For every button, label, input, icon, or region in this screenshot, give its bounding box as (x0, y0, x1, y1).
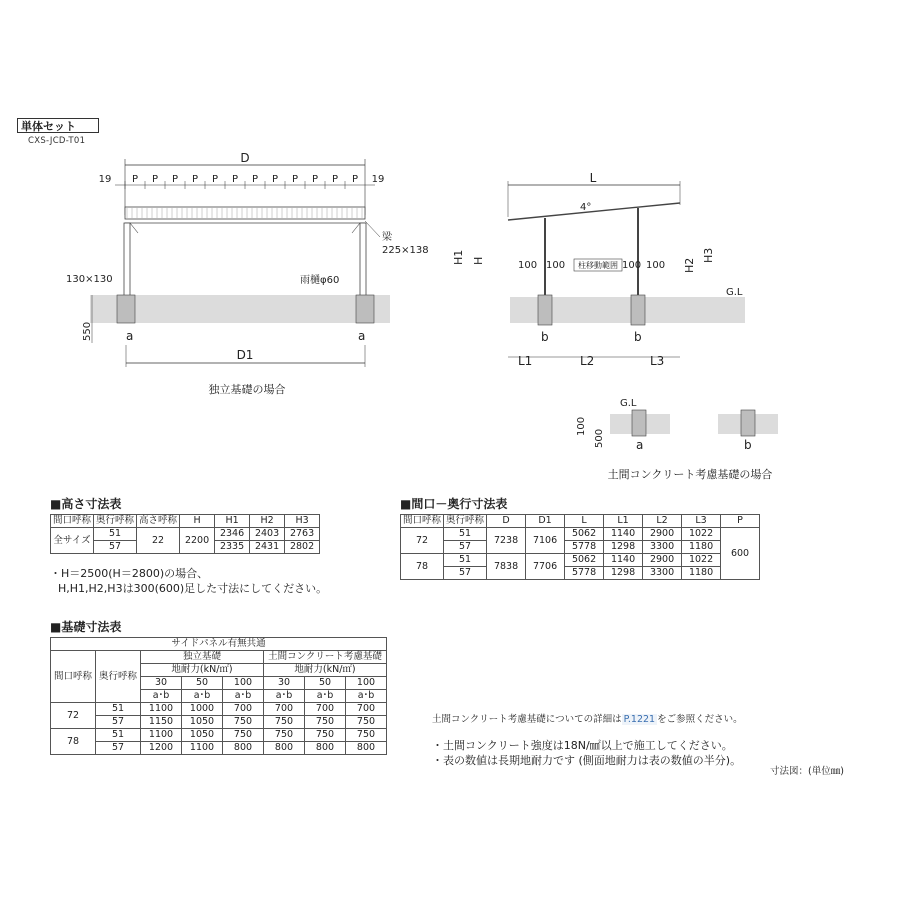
th: 奥行呼称 (94, 515, 137, 528)
d100-1: 100 (518, 260, 538, 271)
side-view-drawing (450, 165, 750, 375)
cell: 1180 (682, 541, 721, 554)
strength-note: ・土間コンクリート強度は18N/㎟以上で施工してください。 (432, 739, 733, 752)
cell: 1150 (141, 716, 182, 729)
dim-L3: L3 (650, 354, 665, 368)
cell: 1298 (604, 567, 643, 580)
cell: 5062 (565, 528, 604, 541)
pitch-label: P (171, 174, 179, 185)
dim-L: L (589, 171, 597, 185)
th: 奥行呼称 (96, 651, 141, 703)
cell: 5778 (565, 567, 604, 580)
cell: 7838 (487, 554, 526, 580)
slab-b: b (744, 438, 752, 452)
pitch-label: P (211, 174, 219, 185)
th: L1 (604, 515, 643, 528)
th: 50 (182, 677, 223, 690)
pitch-label: P (351, 174, 359, 185)
detail-post: をご参照ください。 (657, 714, 743, 725)
cell: 750 (346, 729, 387, 742)
dim-H: H (472, 256, 485, 265)
cell: 700 (223, 703, 264, 716)
cell: 2200 (180, 528, 215, 554)
cell: 1200 (141, 742, 182, 755)
slab-caption: 土間コンクリート考慮基礎の場合 (607, 468, 773, 481)
post-size: 130×130 (66, 274, 113, 285)
size-label: 全サイズ (51, 528, 94, 554)
detail-note (432, 711, 743, 725)
th: a･b (305, 690, 346, 703)
th: H3 (285, 515, 320, 528)
cell: 51 (444, 554, 487, 567)
d100-2: 100 (546, 260, 566, 271)
cell: 1298 (604, 541, 643, 554)
range-label: 柱移動範囲 (578, 261, 618, 270)
th: L3 (682, 515, 721, 528)
pitch-label: P (131, 174, 139, 185)
cell: 2346 (215, 528, 250, 541)
cell: 2900 (643, 528, 682, 541)
pitch-label: P (251, 174, 259, 185)
cell: 700 (346, 703, 387, 716)
th: 間口呼称 (51, 515, 94, 528)
th: L2 (643, 515, 682, 528)
slab-500: 500 (594, 428, 605, 448)
th: a･b (141, 690, 182, 703)
cell: 72 (401, 528, 444, 554)
th: 100 (346, 677, 387, 690)
product-code: CXS-JCD-T01 (28, 136, 86, 146)
size-table (400, 514, 760, 580)
th: 50 (305, 677, 346, 690)
depth-550: 550 (82, 321, 93, 341)
cell: 800 (264, 742, 305, 755)
cell: 1140 (604, 554, 643, 567)
cell: 51 (444, 528, 487, 541)
cell: 57 (444, 541, 487, 554)
dim-b-right: b (634, 330, 642, 344)
th: 地耐力(kN/㎡) (141, 664, 264, 677)
cell: 800 (223, 742, 264, 755)
height-note-2: H,H1,H2,H3は300(600)足した寸法にしてください。 (58, 582, 328, 595)
cell: 72 (51, 703, 96, 729)
pitch-label: P (291, 174, 299, 185)
d100-3: 100 (622, 260, 642, 271)
pitch-label: P (151, 174, 159, 185)
th: 間口呼称 (51, 651, 96, 703)
dim-H2: H2 (683, 257, 696, 273)
dim-a-right: a (358, 329, 366, 343)
th: a･b (346, 690, 387, 703)
pitch-label: P (231, 174, 239, 185)
dim-H1: H1 (452, 249, 465, 265)
th: 間口呼称 (401, 515, 444, 528)
th: 100 (223, 677, 264, 690)
beam-size: 225×138 (382, 245, 429, 256)
cell: 600 (721, 528, 760, 580)
d100-4: 100 (646, 260, 666, 271)
foundation-table-title: ■基礎寸法表 (50, 620, 122, 634)
pitch-label: P (271, 174, 279, 185)
cell: 1100 (141, 703, 182, 716)
unit-note: 寸法図：(単位㎜) (770, 766, 844, 777)
cell: 2763 (285, 528, 320, 541)
th: H1 (215, 515, 250, 528)
dim-L1: L1 (518, 354, 533, 368)
cell: 57 (444, 567, 487, 580)
slab-100: 100 (576, 416, 587, 436)
cell: 2403 (250, 528, 285, 541)
th: 30 (264, 677, 305, 690)
cell: 750 (264, 729, 305, 742)
cell: 1100 (182, 742, 223, 755)
cell: 2335 (215, 541, 250, 554)
beam-label: 梁 (382, 232, 392, 243)
dim-H3: H3 (702, 247, 715, 263)
cell: 78 (401, 554, 444, 580)
cell: 7238 (487, 528, 526, 554)
cell: 750 (223, 716, 264, 729)
cell: 5778 (565, 541, 604, 554)
end-19-left: 19 (98, 174, 112, 185)
cell: 57 (94, 541, 137, 554)
th: 奥行呼称 (444, 515, 487, 528)
cell: 51 (96, 703, 141, 716)
cell: 51 (94, 528, 137, 541)
pitch-label: P (331, 174, 339, 185)
th: P (721, 515, 760, 528)
th: 独立基礎 (141, 651, 264, 664)
th: D1 (526, 515, 565, 528)
cell: 2802 (285, 541, 320, 554)
dim-D: D (240, 151, 250, 165)
th: 高さ呼称 (137, 515, 180, 528)
values-note: ・表の数値は長期地耐力です (側面地耐力は表の数値の半分)。 (432, 754, 742, 767)
cell: 3300 (643, 567, 682, 580)
dim-L2: L2 (580, 354, 595, 368)
cell: 1000 (182, 703, 223, 716)
cell: 1050 (182, 729, 223, 742)
height-note-1: ・H＝2500(H＝2800)の場合、 (50, 567, 209, 580)
th: a･b (182, 690, 223, 703)
th: 30 (141, 677, 182, 690)
slab-a: a (636, 438, 644, 452)
th: L (565, 515, 604, 528)
th: a･b (264, 690, 305, 703)
front-view-drawing (60, 145, 429, 400)
detail-pre: 土間コンクリート考慮基礎についての詳細は (432, 714, 622, 725)
cell: 22 (137, 528, 180, 554)
cell: 1022 (682, 554, 721, 567)
th: D (487, 515, 526, 528)
cell: 750 (346, 716, 387, 729)
gl-label: G.L (726, 287, 743, 298)
cell: 7106 (526, 528, 565, 554)
cell: 2900 (643, 554, 682, 567)
th: a･b (223, 690, 264, 703)
cell: 1022 (682, 528, 721, 541)
slab-foundation-drawing (570, 392, 800, 487)
cell: 3300 (643, 541, 682, 554)
top-header: サイドパネル有無共通 (51, 638, 387, 651)
front-caption: 独立基礎の場合 (208, 383, 286, 396)
cell: 5062 (565, 554, 604, 567)
cell: 750 (305, 729, 346, 742)
cell: 750 (305, 716, 346, 729)
slab-gl: G.L (620, 398, 637, 409)
cell: 750 (223, 729, 264, 742)
th: H2 (250, 515, 285, 528)
cell: 800 (346, 742, 387, 755)
cell: 1050 (182, 716, 223, 729)
cell: 700 (264, 703, 305, 716)
cell: 57 (96, 716, 141, 729)
cell: 2431 (250, 541, 285, 554)
size-table-title: ■間口－奥行寸法表 (400, 497, 508, 511)
end-19-right: 19 (371, 174, 385, 185)
cell: 57 (96, 742, 141, 755)
cell: 78 (51, 729, 96, 755)
pitch-label: P (311, 174, 319, 185)
gutter-label: 雨樋φ60 (300, 275, 340, 286)
th: H (180, 515, 215, 528)
cell: 51 (96, 729, 141, 742)
height-table (50, 514, 320, 554)
roof-angle: 4° (580, 202, 592, 213)
th: 地耐力(kN/㎡) (264, 664, 387, 677)
detail-page-link[interactable]: P.1221 (623, 714, 656, 725)
foundation-table (50, 637, 387, 755)
th: 土間コンクリート考慮基礎 (264, 651, 387, 664)
cell: 1180 (682, 567, 721, 580)
set-label: 単体セット (17, 118, 99, 133)
dim-b-left: b (541, 330, 549, 344)
dim-a-left: a (126, 329, 134, 343)
cell: 700 (305, 703, 346, 716)
cell: 750 (264, 716, 305, 729)
dim-D1: D1 (236, 348, 254, 362)
height-table-title: ■高さ寸法表 (50, 497, 122, 511)
cell: 800 (305, 742, 346, 755)
pitch-label: P (191, 174, 199, 185)
cell: 7706 (526, 554, 565, 580)
cell: 1100 (141, 729, 182, 742)
cell: 1140 (604, 528, 643, 541)
